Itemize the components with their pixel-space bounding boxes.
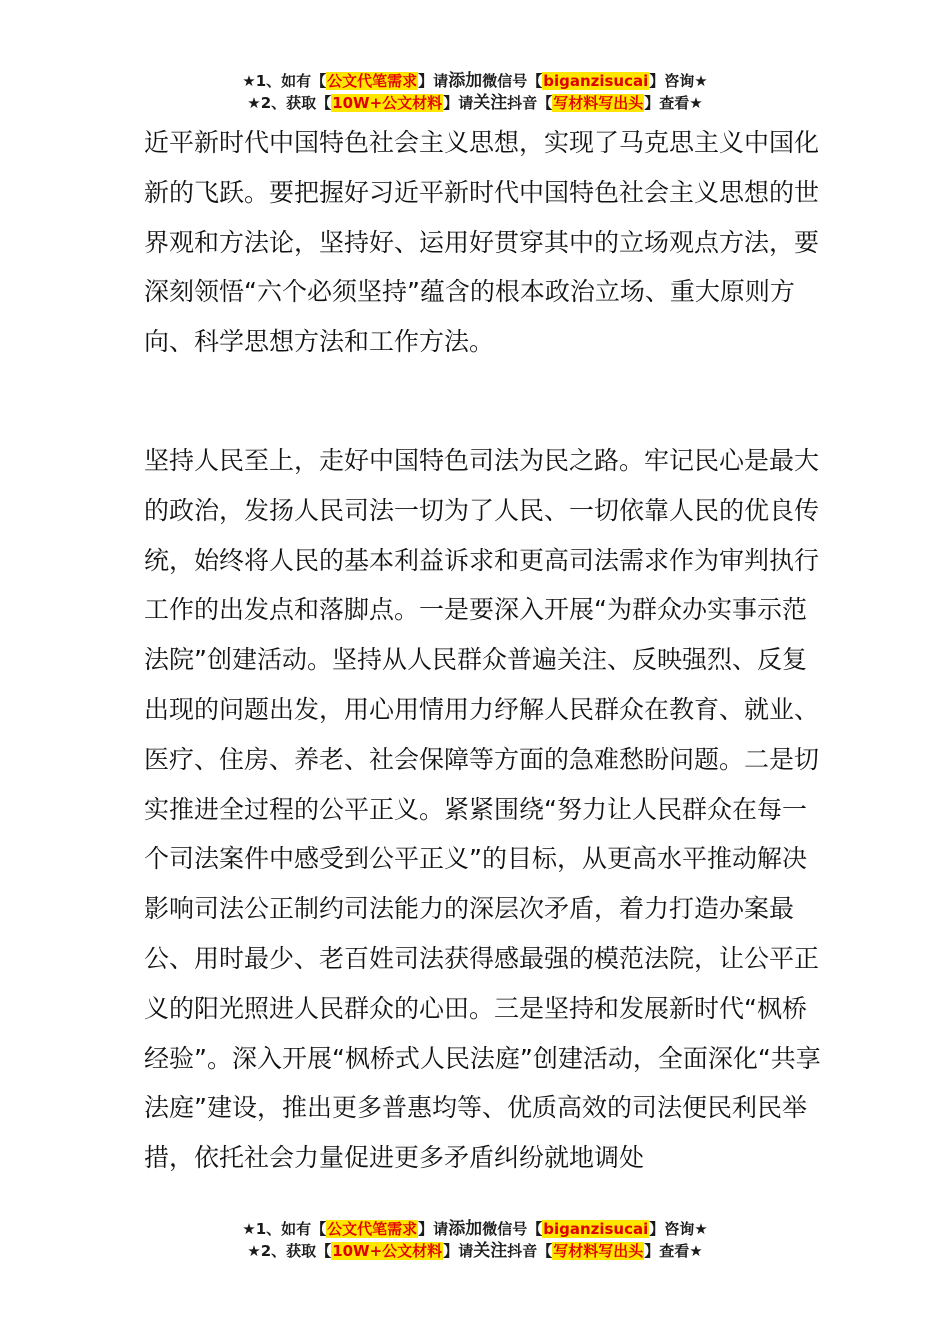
document-body [144,118,824,1183]
banner-line-1: ★1、如有【公文代笔需求】请添加微信号【biganzisucai】咨询★ [242,71,708,91]
highlight-wechat-id: biganzisucai [543,1220,649,1238]
highlight-materials: 10W+公文材料 [332,1242,443,1260]
banner-line-1: ★1、如有【公文代笔需求】请添加微信号【biganzisucai】咨询★ [242,1219,708,1239]
footer-banner [0,1218,950,1262]
paragraph-gap [144,367,824,436]
paragraph-2: 坚持人民至上，走好中国特色司法为民之路。牢记民心是最大的政治，发扬人民司法一切为了人民、一切依靠人民的优良传统，始终将人民的基本利益诉求和更高司法需求作为审判执行工作的出发点和落脚点。一是要深入开展“为群众办实事示范法院”创建活动。坚持从人民群众普遍关注、反映强烈、反复出现的问题出发，用心用情用力纾解人民群众在教育、就业、医疗、住房、养老、社会保障等方面的急难愁盼问题。二是切实推进全过程的公平正义。紧紧围绕“努力让人民群众在每一个司法案件中感受到公平正义”的目标，从更高水平推动解决影响司法公正制约司法能力的深层次矛盾，着力打造办案最公、用时最少、老百姓司法获得感最强的模范法院，让公平正义的阳光照进人民群众的心田。三是坚持和发展新时代“枫桥经验”。深入开展“枫桥式人民法庭”创建活动，全面深化“共享法庭”建设，推出更多普惠均等、优质高效的司法便民利民举措，依托社会力量促进更多矛盾纠纷就地调处 [144,446,821,1173]
highlight-service: 公文代笔需求 [327,1220,418,1238]
banner-line-2: ★2、获取【10W+公文材料】请关注抖音【写材料写出头】查看★ [247,1241,703,1261]
highlight-service: 公文代笔需求 [327,72,418,90]
paragraph-1: 近平新时代中国特色社会主义思想，实现了马克思主义中国化新的飞跃。要把握好习近平新时代中国特色社会主义思想的世界观和方法论，坚持好、运用好贯穿其中的立场观点方法，要深刻领悟“六个必须坚持”蕴含的根本政治立场、重大原则方向、科学思想方法和工作方法。 [144,128,820,357]
header-banner [0,70,950,114]
highlight-materials: 10W+公文材料 [332,94,443,112]
highlight-douyin: 写材料写出头 [553,1242,644,1260]
highlight-douyin: 写材料写出头 [553,94,644,112]
highlight-wechat-id: biganzisucai [543,72,649,90]
banner-line-2: ★2、获取【10W+公文材料】请关注抖音【写材料写出头】查看★ [247,93,703,113]
